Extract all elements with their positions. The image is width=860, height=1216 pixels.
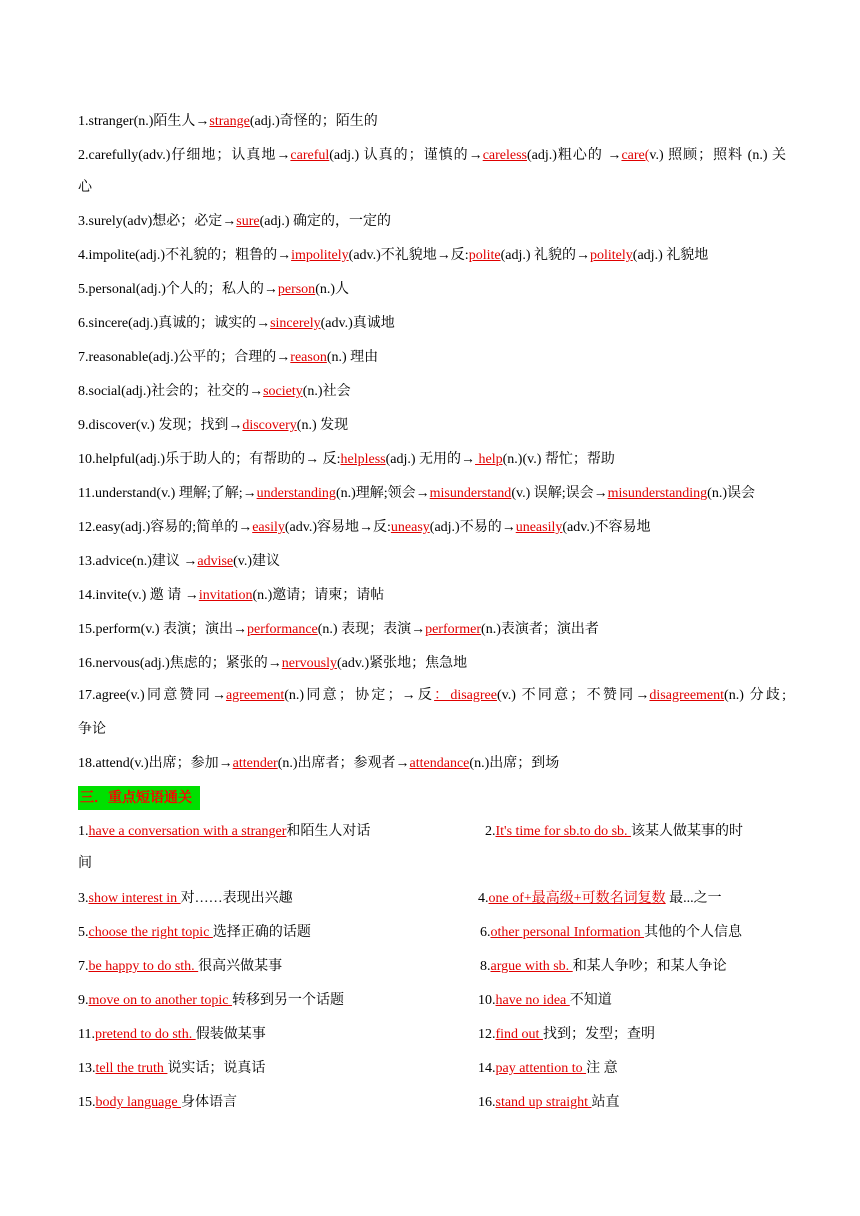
phrase-answer: have a conversation with a stranger bbox=[88, 824, 287, 839]
vocab-text: invite(v.) 邀 请 → bbox=[95, 588, 199, 603]
vocab-text: (adj.) 礼貌的→ bbox=[500, 248, 591, 263]
phrase-meaning: 对……表现出兴趣 bbox=[180, 891, 293, 906]
phrase-item bbox=[78, 1059, 265, 1079]
vocab-text: surely(adv)想必；必定→ bbox=[88, 214, 237, 229]
phrase-item bbox=[78, 854, 92, 874]
vocab-text: (v.) 不同意；不赞同→ bbox=[496, 688, 650, 703]
phrase-meaning: 站直 bbox=[591, 1095, 620, 1110]
vocab-text: advice(n.)建议 → bbox=[95, 554, 198, 569]
vocab-text: (n.) 发现 bbox=[296, 418, 349, 433]
item-number: 14. bbox=[478, 1061, 496, 1076]
vocab-line bbox=[78, 484, 786, 504]
answer-word: sure bbox=[236, 214, 260, 229]
vocab-line bbox=[78, 720, 786, 740]
vocab-text: sincere(adj.)真诚的；诚实的→ bbox=[88, 316, 271, 331]
answer-word: invitation bbox=[198, 588, 253, 603]
item-number: 16. bbox=[478, 1095, 496, 1110]
phrase-answer: find out bbox=[495, 1027, 543, 1042]
vocab-text: (n.)误会 bbox=[707, 486, 755, 501]
item-number: 8. bbox=[78, 384, 89, 399]
answer-word: uneasy bbox=[390, 520, 430, 535]
phrase-answer: body language bbox=[95, 1095, 182, 1110]
item-number: 10. bbox=[478, 993, 496, 1008]
answer-word: careful bbox=[290, 148, 330, 163]
phrase-meaning: 假装做某事 bbox=[195, 1027, 266, 1042]
phrase-item bbox=[78, 1093, 237, 1113]
vocab-line bbox=[78, 348, 786, 368]
phrase-meaning: 找到；发型；查明 bbox=[542, 1027, 655, 1042]
vocab-line bbox=[78, 280, 786, 300]
phrase-answer: argue with sb. bbox=[490, 959, 573, 974]
item-number: 4. bbox=[78, 248, 89, 263]
answer-word: attendance bbox=[409, 756, 470, 771]
vocab-line bbox=[78, 620, 786, 640]
vocab-line bbox=[78, 654, 786, 674]
phrase-meaning: 最...之一 bbox=[665, 891, 722, 906]
vocab-text: (adj.) 认真的；谨慎的→ bbox=[329, 148, 483, 163]
item-number: 4. bbox=[478, 891, 489, 906]
vocab-text: (adj.) 确定的，一定的 bbox=[259, 214, 392, 229]
answer-word: understanding bbox=[256, 486, 336, 501]
vocab-text: helpful(adj.)乐于助人的；有帮助的→ 反: bbox=[95, 452, 341, 467]
item-number: 1. bbox=[78, 114, 89, 129]
item-number: 2. bbox=[78, 148, 89, 163]
vocab-text: (adv.)不礼貌地→反: bbox=[348, 248, 469, 263]
answer-word: society bbox=[263, 384, 303, 399]
phrase-item bbox=[480, 957, 727, 977]
answer-word: careless bbox=[482, 148, 527, 163]
vocab-line bbox=[78, 112, 786, 132]
phrase-answer: It's time for sb.to do sb. bbox=[495, 824, 632, 839]
vocab-line bbox=[78, 314, 786, 334]
vocab-text: personal(adj.)个人的；私人的→ bbox=[88, 282, 278, 297]
vocab-text: (n.)(v.) 帮忙；帮助 bbox=[502, 452, 615, 467]
item-number: 2. bbox=[485, 824, 496, 839]
phrase-item bbox=[478, 1025, 655, 1045]
phrase-answer: pretend to do sth. bbox=[94, 1027, 196, 1042]
vocab-text: (adj.)奇怪的；陌生的 bbox=[249, 114, 378, 129]
answer-word: uneasily bbox=[515, 520, 563, 535]
vocab-text: impolite(adj.)不礼貌的；粗鲁的→ bbox=[88, 248, 292, 263]
answer-word: impolitely bbox=[291, 248, 349, 263]
vocab-text: perform(v.) 表演；演出→ bbox=[95, 622, 248, 637]
answer-word: person bbox=[277, 282, 316, 297]
vocab-line bbox=[78, 146, 786, 166]
vocab-text: discover(v.) 发现；找到→ bbox=[88, 418, 243, 433]
item-number: 11. bbox=[78, 486, 95, 501]
answer-word: sincerely bbox=[270, 316, 321, 331]
vocab-text: (adv.)不容易地 bbox=[562, 520, 651, 535]
vocab-text: agree(v.)同意赞同→ bbox=[95, 688, 226, 703]
phrase-item bbox=[478, 991, 612, 1011]
vocab-line bbox=[78, 552, 786, 572]
vocab-text: (n.)出席者；参观者→ bbox=[277, 756, 410, 771]
phrase-meaning: 该某人做某事的时 bbox=[631, 824, 744, 839]
vocab-text: (adj.)不易的→ bbox=[429, 520, 516, 535]
vocab-line bbox=[78, 212, 786, 232]
phrase-answer: move on to another topic bbox=[88, 993, 232, 1008]
vocab-text: (n.) 表现；表演→ bbox=[317, 622, 426, 637]
item-number: 1. bbox=[78, 824, 89, 839]
item-number: 16. bbox=[78, 656, 96, 671]
vocab-text: (adj.)粗心的 → bbox=[527, 148, 622, 163]
phrase-meaning: 说实话；说真话 bbox=[167, 1061, 266, 1076]
phrase-meaning: 选择正确的话题 bbox=[212, 925, 311, 940]
phrase-item bbox=[78, 822, 370, 842]
item-number: 11. bbox=[78, 1027, 95, 1042]
phrase-answer: pay attention to bbox=[495, 1061, 587, 1076]
answer-word: help bbox=[475, 452, 503, 467]
vocab-text: (n.)人 bbox=[315, 282, 350, 297]
answer-word: attender bbox=[232, 756, 278, 771]
vocab-text: (n.)同意；协定；→反 bbox=[284, 688, 435, 703]
item-number: 7. bbox=[78, 350, 89, 365]
vocab-text: (adj.) 礼貌地 bbox=[632, 248, 709, 263]
vocab-continuation: 心 bbox=[78, 180, 92, 195]
item-number: 8. bbox=[480, 959, 491, 974]
vocab-text: (n.)邀请；请柬；请帖 bbox=[252, 588, 385, 603]
vocab-text: (n.)表演者；演出者 bbox=[481, 622, 599, 637]
vocab-text: attend(v.)出席；参加→ bbox=[95, 756, 233, 771]
item-number: 7. bbox=[78, 959, 89, 974]
vocab-line bbox=[78, 382, 786, 402]
item-number: 5. bbox=[78, 925, 89, 940]
phrase-item bbox=[478, 1093, 620, 1113]
item-number: 6. bbox=[78, 316, 89, 331]
answer-word: misunderstanding bbox=[607, 486, 708, 501]
item-number: 6. bbox=[480, 925, 491, 940]
phrase-answer: choose the right topic bbox=[88, 925, 213, 940]
item-number: 9. bbox=[78, 993, 89, 1008]
vocab-text: (n.)出席；到场 bbox=[469, 756, 560, 771]
answer-word: nervously bbox=[281, 656, 337, 671]
item-number: 18. bbox=[78, 756, 96, 771]
vocab-line bbox=[78, 416, 786, 436]
item-number: 15. bbox=[78, 1095, 96, 1110]
vocab-text: (n.) 理由 bbox=[326, 350, 379, 365]
vocab-text: stranger(n.)陌生人→ bbox=[88, 114, 210, 129]
section-heading-text: 三．重点短语通关 bbox=[80, 790, 192, 806]
vocab-text: (adv.)紧张地；焦急地 bbox=[336, 656, 468, 671]
phrase-item bbox=[78, 957, 282, 977]
vocab-text: (adv.)容易地→反: bbox=[284, 520, 391, 535]
item-number: 5. bbox=[78, 282, 89, 297]
phrase-meaning: 其他的个人信息 bbox=[644, 925, 743, 940]
phrase-item bbox=[78, 923, 311, 943]
vocab-text: understand(v.) 理解;了解;→ bbox=[94, 486, 257, 501]
vocab-line bbox=[78, 246, 786, 266]
item-number: 12. bbox=[478, 1027, 496, 1042]
phrase-meaning: 转移到另一个话题 bbox=[231, 993, 344, 1008]
phrase-meaning: 和某人争吵；和某人争论 bbox=[572, 959, 727, 974]
answer-word: disagreement bbox=[649, 688, 725, 703]
item-number: 9. bbox=[78, 418, 89, 433]
answer-word: misunderstand bbox=[429, 486, 512, 501]
phrase-item bbox=[478, 1059, 618, 1079]
vocab-text: easy(adj.)容易的;简单的→ bbox=[95, 520, 253, 535]
section-heading bbox=[78, 786, 200, 810]
answer-word: performance bbox=[247, 622, 318, 637]
vocab-line bbox=[78, 754, 786, 774]
phrase-item bbox=[78, 1025, 266, 1045]
phrase-answer: show interest in bbox=[88, 891, 181, 906]
vocab-text: social(adj.)社会的；社交的→ bbox=[88, 384, 264, 399]
answer-word: discovery bbox=[242, 418, 297, 433]
vocab-text: (adj.) 无用的→ bbox=[385, 452, 476, 467]
vocab-text: v.) 照顾；照料 (n.) 关 bbox=[649, 148, 786, 163]
vocab-text: (v.) 误解;误会→ bbox=[511, 486, 608, 501]
phrase-answer: other personal Information bbox=[490, 925, 645, 940]
phrase-item bbox=[78, 889, 293, 909]
phrase-meaning: 间 bbox=[78, 856, 92, 871]
phrase-meaning: 身体语言 bbox=[181, 1095, 238, 1110]
answer-word: strange bbox=[209, 114, 250, 129]
answer-word: agreement bbox=[225, 688, 285, 703]
vocab-text: reasonable(adj.)公平的；合理的→ bbox=[88, 350, 291, 365]
answer-word: helpless bbox=[340, 452, 386, 467]
item-number: 13. bbox=[78, 1061, 96, 1076]
vocab-text: (n.)社会 bbox=[302, 384, 351, 399]
vocab-continuation: 争论 bbox=[78, 722, 106, 737]
phrase-meaning: 不知道 bbox=[569, 993, 612, 1008]
answer-word: reason bbox=[290, 350, 327, 365]
phrase-answer: be happy to do sth. bbox=[88, 959, 199, 974]
answer-word: easily bbox=[252, 520, 285, 535]
phrase-answer: have no idea bbox=[495, 993, 570, 1008]
phrase-meaning: 注 意 bbox=[586, 1061, 618, 1076]
item-number: 10. bbox=[78, 452, 96, 467]
vocab-text: carefully(adv.)仔细地；认真地→ bbox=[88, 148, 291, 163]
phrase-meaning: 和陌生人对话 bbox=[286, 824, 371, 839]
vocab-line bbox=[78, 450, 786, 470]
answer-word: care( bbox=[621, 148, 650, 163]
vocab-text: (n.) 分歧; bbox=[724, 688, 786, 703]
item-number: 12. bbox=[78, 520, 96, 535]
item-number: 3. bbox=[78, 891, 89, 906]
vocab-text: nervous(adj.)焦虑的；紧张的→ bbox=[95, 656, 282, 671]
phrase-answer: tell the truth bbox=[95, 1061, 168, 1076]
item-number: 14. bbox=[78, 588, 96, 603]
phrase-answer: one of+最高级+可数名词复数 bbox=[488, 891, 666, 906]
answer-word: advise bbox=[197, 554, 234, 569]
phrase-answer: stand up straight bbox=[495, 1095, 592, 1110]
vocab-line bbox=[78, 686, 786, 706]
vocab-text: (n.)理解;领会→ bbox=[335, 486, 430, 501]
phrase-item bbox=[478, 889, 722, 909]
answer-word: ：disagree bbox=[434, 688, 497, 703]
phrase-item bbox=[78, 991, 344, 1011]
vocab-line bbox=[78, 586, 786, 606]
answer-word: polite bbox=[468, 248, 501, 263]
item-number: 15. bbox=[78, 622, 96, 637]
answer-word: performer bbox=[425, 622, 482, 637]
vocab-text: (adv.)真诚地 bbox=[320, 316, 395, 331]
phrase-item bbox=[480, 923, 742, 943]
item-number: 17. bbox=[78, 688, 96, 703]
item-number: 3. bbox=[78, 214, 89, 229]
vocab-line bbox=[78, 518, 786, 538]
item-number: 13. bbox=[78, 554, 96, 569]
phrase-item bbox=[485, 822, 743, 842]
answer-word: politely bbox=[590, 248, 633, 263]
vocab-line bbox=[78, 178, 786, 198]
phrase-meaning: 很高兴做某事 bbox=[198, 959, 283, 974]
vocab-text: (v.)建议 bbox=[233, 554, 281, 569]
